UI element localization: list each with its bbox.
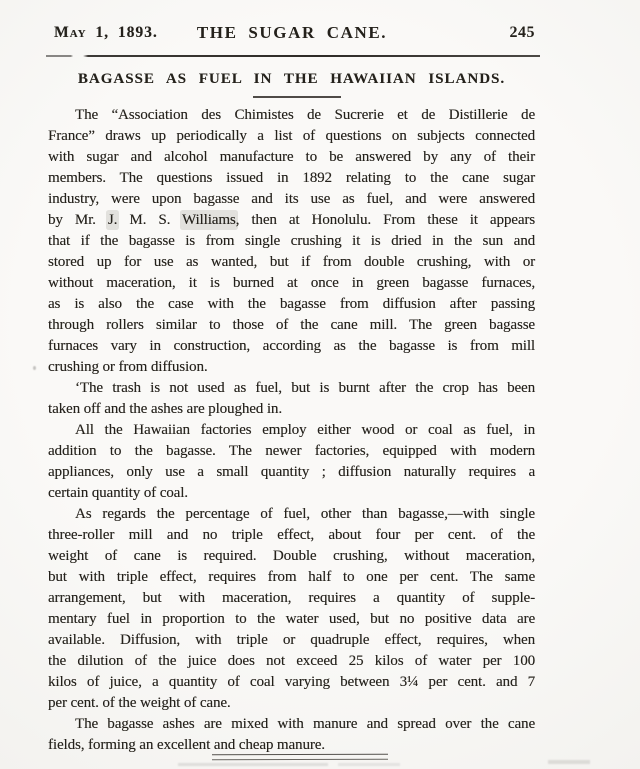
article-body xyxy=(48,105,535,756)
article-title: BAGASSE AS FUEL IN THE HAWAIIAN ISLANDS. xyxy=(77,71,506,87)
text-line: arrangement, but with maceration, requires a quantity of supple- xyxy=(48,590,535,606)
text-line: kilos of juice, a quantity of coal varying between 3¼ per cent. and 7 xyxy=(48,674,535,690)
text-line: members. The questions issued in 1892 relating to the cane sugar xyxy=(48,170,535,186)
header-date: May 1, 1893. xyxy=(54,24,158,41)
text-line: without maceration, it is burned at once in green bagasse furnaces, xyxy=(48,275,535,291)
text-line: taken off and the ashes are ploughed in. xyxy=(48,401,282,417)
header-rule xyxy=(46,55,540,57)
scan-artifact-cutoff-text xyxy=(338,763,400,766)
text-line: crushing or from diffusion. xyxy=(48,359,208,375)
text-line: through rollers similar to those of the cane mill. The green bagasse xyxy=(48,317,535,333)
text-line: per cent. of the weight of cane. xyxy=(48,695,231,711)
text-line: available. Diffusion, with triple or quadruple effect, requires, when xyxy=(48,632,535,648)
text-line: with sugar and alcohol manufacture to be answered by any of their xyxy=(48,149,535,165)
scan-artifact-speck xyxy=(33,366,36,370)
text-line: industry, were upon bagasse and its use as fuel, and were answered xyxy=(48,191,535,207)
text-line: mentary fuel in proportion to the water used, but no positive data are xyxy=(48,611,535,627)
title-rule xyxy=(253,96,341,98)
text-line: The bagasse ashes are mixed with manure and spread over the cane xyxy=(75,716,535,732)
text-line: the dilution of the juice does not exceed 25 kilos of water per 100 xyxy=(48,653,535,669)
text-line: fields, forming an excellent and cheap manure. xyxy=(48,737,325,753)
text-line: stored up for use as wanted, but if from double crushing, with or xyxy=(48,254,535,270)
scan-artifact-cutoff-text xyxy=(178,763,328,766)
search-highlight: J. xyxy=(107,212,118,228)
text-line: weight of cane is required. Double crushing, without maceration, xyxy=(48,548,535,564)
text-line: France” draws up periodically a list of questions on subjects connected xyxy=(48,128,535,144)
text-line: but with triple effect, requires from half to one per cent. The same xyxy=(48,569,535,585)
text-segment: by Mr. xyxy=(48,212,108,228)
bottom-separator xyxy=(212,754,388,760)
search-highlight: Williams xyxy=(182,212,236,228)
page-number: 245 xyxy=(509,24,535,41)
text-line: as is also the case with the bagasse from diffusion after passing xyxy=(48,296,535,312)
text-line: ‘The trash is not used as fuel, but is burnt after the crop has been xyxy=(75,380,535,396)
text-line: that if the bagasse is from single crushing it is dried in the sun and xyxy=(48,233,535,249)
text-line: certain quantity of coal. xyxy=(48,485,188,501)
text-line: three-roller mill and no triple effect, about four per cent. of the xyxy=(48,527,535,543)
scan-artifact-cutoff-text xyxy=(548,760,590,764)
text-segment: M. S. xyxy=(117,212,183,228)
text-line: All the Hawaiian factories employ either wood or coal as fuel, in xyxy=(75,422,535,438)
journal-title: THE SUGAR CANE. xyxy=(196,23,388,42)
text-line: furnaces vary in construction, according as the bagasse is from mill xyxy=(48,338,535,354)
text-line xyxy=(48,210,535,231)
text-line: The “Association des Chimistes de Sucrerie et de Distillerie de xyxy=(75,107,535,123)
text-line: addition to the bagasse. The newer factories, equipped with modern xyxy=(48,443,535,459)
text-line: As regards the percentage of fuel, other than bagasse,—with single xyxy=(75,506,535,522)
text-segment: , then at Honolulu. From these it appears xyxy=(235,212,536,228)
text-line: appliances, only use a small quantity ; diffusion naturally requires a xyxy=(48,464,535,480)
